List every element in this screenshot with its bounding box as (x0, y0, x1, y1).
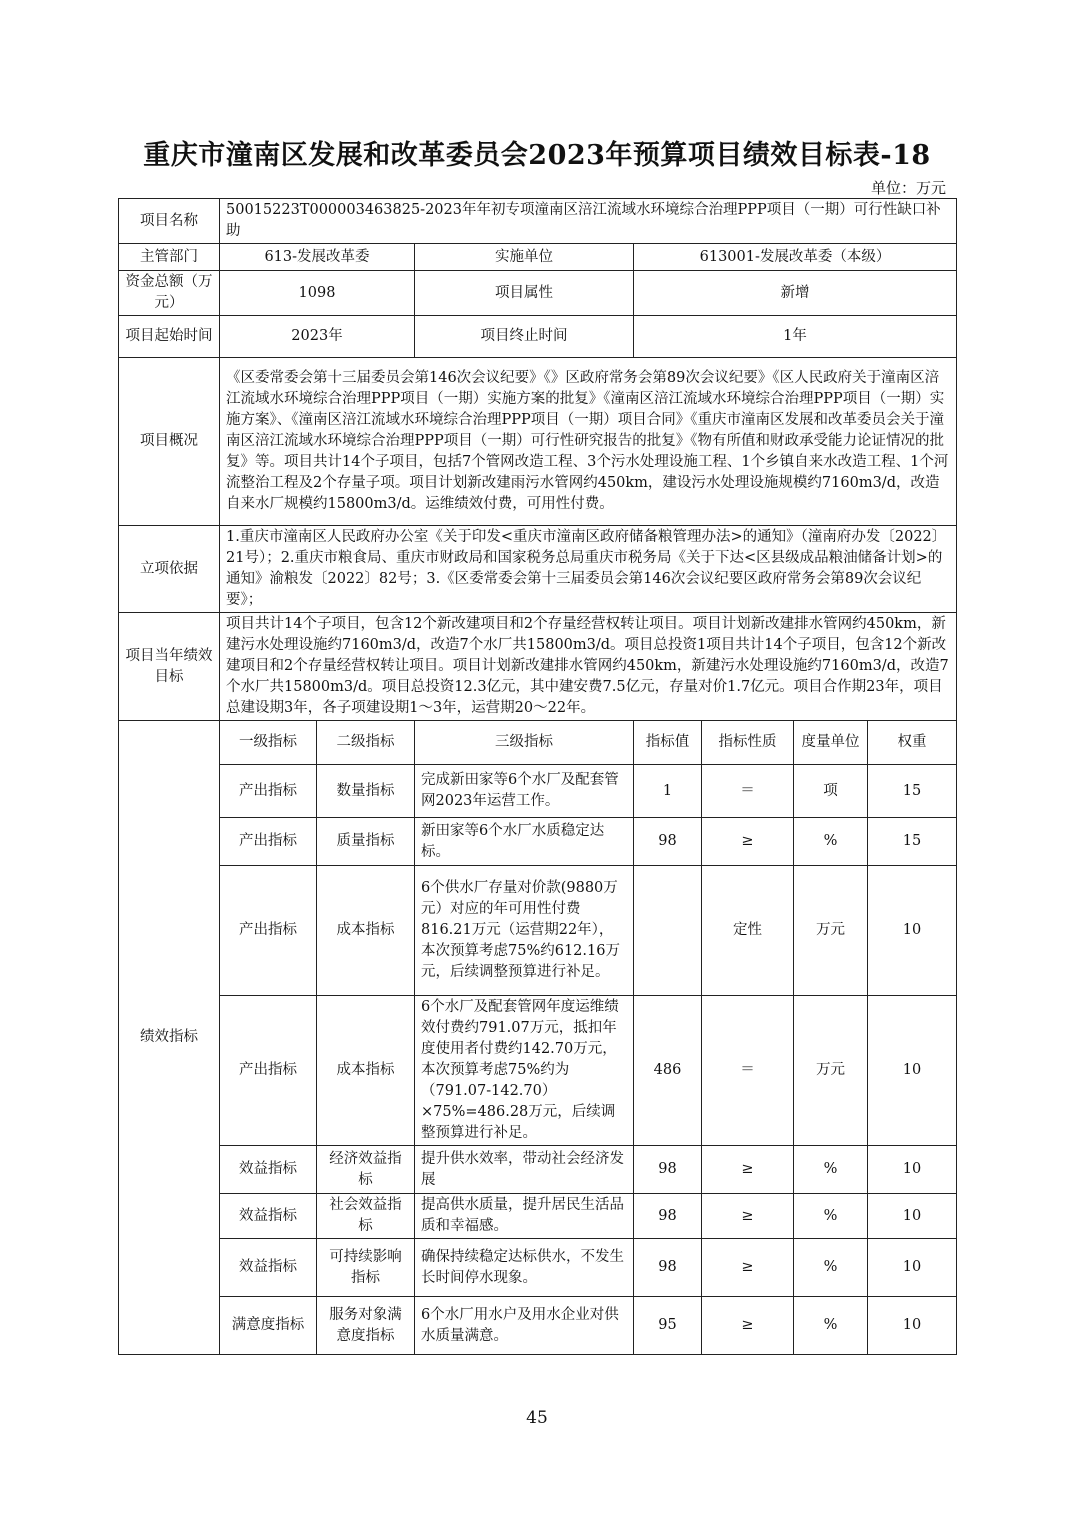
weight-cell: 10 (868, 866, 957, 996)
value-cell: 95 (634, 1297, 702, 1355)
value-cell: 98 (634, 1239, 702, 1297)
unit-label: 单位：万元 (870, 179, 946, 197)
level3-cell: 提高供水质量，提升居民生活品质和幸福感。 (415, 1194, 634, 1239)
level1-cell: 产出指标 (220, 818, 317, 866)
dept-value: 613-发展改革委 (220, 244, 415, 271)
level3-cell: 新田家等6个水厂水质稳定达标。 (415, 818, 634, 866)
level1-cell: 效益指标 (220, 1194, 317, 1239)
nature-cell: ＝ (702, 996, 794, 1146)
level3-cell: 6个水厂用水户及用水企业对供水质量满意。 (415, 1297, 634, 1355)
basis-value: 1.重庆市潼南区人民政府办公室《关于印发<重庆市潼南区政府储备粮管理办法>的通知》（潼南府办发〔2022〕21号）；2.重庆市粮食局、重庆市财政局和国家税务总局重庆市税务局《关于下达<区县级成品粮油储备计划>的通知》渝粮发〔2022〕82号；3.《区委常委会第十三届委员会第146次会议纪要区政府常务会第89次会议纪要》； (220, 526, 957, 613)
level2-cell: 服务对象满意度指标 (317, 1297, 415, 1355)
nature-cell: ≥ (702, 1146, 794, 1194)
weight-cell: 10 (868, 1146, 957, 1194)
level1-cell: 满意度指标 (220, 1297, 317, 1355)
value-cell: 486 (634, 996, 702, 1146)
header-weight: 权重 (868, 721, 957, 765)
fund-value: 1098 (220, 271, 415, 316)
dept-label: 主管部门 (119, 244, 220, 271)
header-nature: 指标性质 (702, 721, 794, 765)
table-row (119, 765, 957, 818)
impl-label: 实施单位 (415, 244, 634, 271)
weight-cell: 15 (868, 765, 957, 818)
nature-cell: ≥ (702, 1239, 794, 1297)
value-cell: 98 (634, 1146, 702, 1194)
table-row (119, 996, 957, 1146)
header-unit: 度量单位 (794, 721, 868, 765)
level1-cell: 效益指标 (220, 1146, 317, 1194)
value-cell: 98 (634, 1194, 702, 1239)
goal-label: 项目当年绩效目标 (119, 613, 220, 721)
weight-cell: 10 (868, 996, 957, 1146)
unit-cell: % (794, 1297, 868, 1355)
impl-value: 613001-发展改革委（本级） (634, 244, 957, 271)
level1-cell: 产出指标 (220, 866, 317, 996)
overview-value: 《区委常委会第十三届委员会第146次会议纪要》《》区政府常务会第89次会议纪要》《区人民政府关于潼南区涪江流域水环境综合治理PPP项目（一期）实施方案的批复》《潼南区涪江流域水环境综合治理PPP项目（一期）实施方案》、《潼南区涪江流域水环境综合治理PPP项目（一期）项目合同》《重庆市潼南区发展和改革委员会关于潼南区涪江流域水环境综合治理PPP项目（一期）可行性研究报告的批复》《物有所值和财政承受能力论证情况的批复》等。项目共计14个子项目，包括7个管网改造工程、3个污水处理设施工程、1个乡镇自来水改造工程、1个河流整治工程及2个存量子项。项目计划新改建雨污水管网约450km，建设污水处理设施规模约7160m3/d，改造自来水厂规模约15800m3/d。运维绩效付费，可用性付费。 (220, 358, 957, 526)
fund-label: 资金总额（万元） (119, 271, 220, 316)
table-row (119, 1146, 957, 1194)
unit-cell: % (794, 1146, 868, 1194)
header-level3: 三级指标 (415, 721, 634, 765)
table-row (119, 1194, 957, 1239)
level2-cell: 数量指标 (317, 765, 415, 818)
project-name-value: 50015223T000003463825-2023年年初专项潼南区涪江流域水环境综合治理PPP项目（一期）可行性缺口补助 (220, 199, 957, 244)
unit-cell: % (794, 1239, 868, 1297)
level3-cell: 提升供水效率，带动社会经济发展 (415, 1146, 634, 1194)
page-title: 重庆市潼南区发展和改革委员会2023年预算项目绩效目标表-18 (143, 140, 931, 171)
header-level1: 一级指标 (220, 721, 317, 765)
performance-target-table (118, 198, 957, 1355)
value-cell (634, 866, 702, 996)
table-row (119, 818, 957, 866)
header-value: 指标值 (634, 721, 702, 765)
unit-cell: % (794, 1194, 868, 1239)
unit-cell: 万元 (794, 866, 868, 996)
header-level2: 二级指标 (317, 721, 415, 765)
nature-cell: ＝ (702, 765, 794, 818)
nature-cell: ≥ (702, 1194, 794, 1239)
table-row (119, 1239, 957, 1297)
level1-cell: 产出指标 (220, 765, 317, 818)
nature-cell: ≥ (702, 818, 794, 866)
level2-cell: 经济效益指标 (317, 1146, 415, 1194)
perf-label: 绩效指标 (119, 721, 220, 1355)
level2-cell: 成本指标 (317, 996, 415, 1146)
unit-cell: 项 (794, 765, 868, 818)
weight-cell: 10 (868, 1297, 957, 1355)
start-label: 项目起始时间 (119, 316, 220, 358)
nature-cell: 定性 (702, 866, 794, 996)
table-row (119, 1297, 957, 1355)
unit-cell: % (794, 818, 868, 866)
weight-cell: 10 (868, 1239, 957, 1297)
table-row (119, 866, 957, 996)
level2-cell: 质量指标 (317, 818, 415, 866)
nature-cell: ≥ (702, 1297, 794, 1355)
level3-cell: 确保持续稳定达标供水，不发生长时间停水现象。 (415, 1239, 634, 1297)
level2-cell: 社会效益指标 (317, 1194, 415, 1239)
level1-cell: 产出指标 (220, 996, 317, 1146)
weight-cell: 10 (868, 1194, 957, 1239)
attr-label: 项目属性 (415, 271, 634, 316)
level3-cell: 6个供水厂存量对价款(9880万元）对应的年可用性付费816.21万元（运营期22年），本次预算考虑75%约612.16万元，后续调整预算进行补足。 (415, 866, 634, 996)
weight-cell: 15 (868, 818, 957, 866)
start-value: 2023年 (220, 316, 415, 358)
value-cell: 98 (634, 818, 702, 866)
level2-cell: 可持续影响指标 (317, 1239, 415, 1297)
attr-value: 新增 (634, 271, 957, 316)
page-number: 45 (526, 1408, 548, 1428)
value-cell: 1 (634, 765, 702, 818)
end-label: 项目终止时间 (415, 316, 634, 358)
level2-cell: 成本指标 (317, 866, 415, 996)
goal-value: 项目共计14个子项目，包含12个新改建项目和2个存量经营权转让项目。项目计划新改建排水管网约450km，新建污水处理设施约7160m3/d，改造7个水厂共15800m3/d。项目总投资1项目共计14个子项目，包含12个新改建项目和2个存量经营权转让项目。项目计划新改建排水管网约450km，新建污水处理设施约7160m3/d，改造7个水厂共15800m3/d。项目总投资12.3亿元，其中建安费7.5亿元，存量对价1.7亿元。项目合作期23年，项目总建设期3年，各子项建设期1～3年，运营期20～22年。 (220, 613, 957, 721)
project-name-label: 项目名称 (119, 199, 220, 244)
basis-label: 立项依据 (119, 526, 220, 613)
unit-cell: 万元 (794, 996, 868, 1146)
overview-label: 项目概况 (119, 358, 220, 526)
level3-cell: 6个水厂及配套管网年度运维绩效付费约791.07万元，抵扣年度使用者付费约142.70万元，本次预算考虑75%约为（791.07-142.70）×75%=486.28万元，后续调整预算进行补足。 (415, 996, 634, 1146)
level1-cell: 效益指标 (220, 1239, 317, 1297)
end-value: 1年 (634, 316, 957, 358)
level3-cell: 完成新田家等6个水厂及配套管网2023年运营工作。 (415, 765, 634, 818)
